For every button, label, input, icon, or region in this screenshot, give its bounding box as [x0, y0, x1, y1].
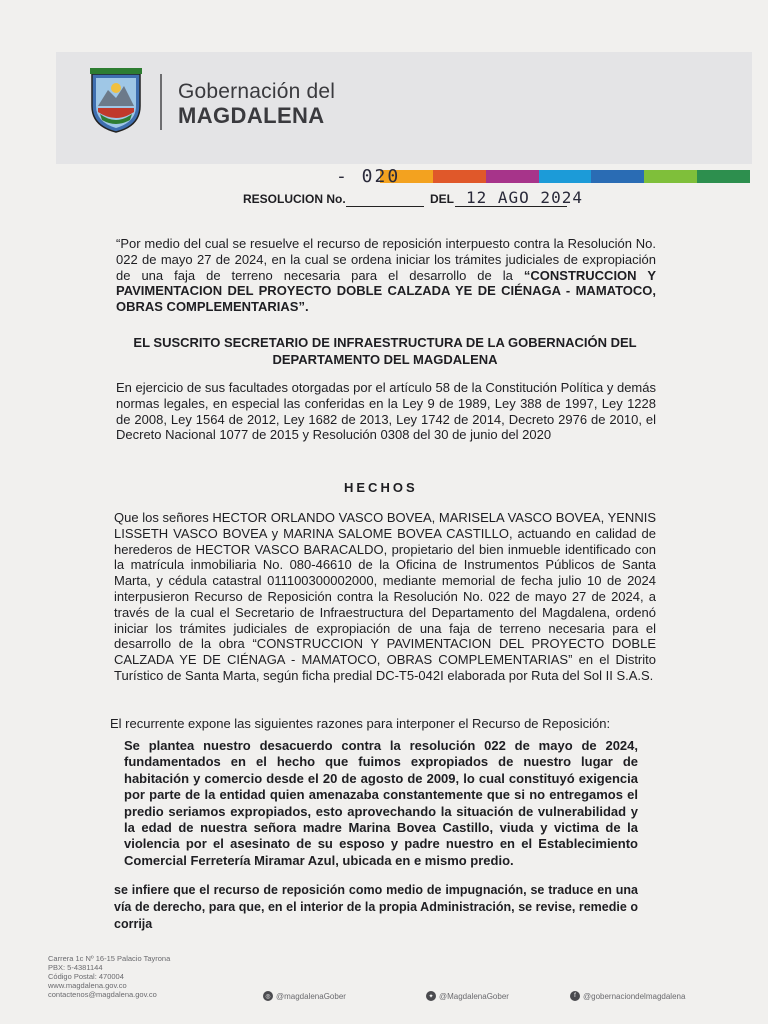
- subject-text: “Por medio del cual se resuelve el recurso de reposición interpuesto contra la Resolución No. 022 de mayo 27 de 2024, en la cual se ordena iniciar los trámites judiciales de expropiación de una faja de terreno necesaria para el desarrollo de la: [116, 236, 656, 283]
- color-bar-segment: [433, 170, 486, 183]
- footer-pbx: PBX: 5-4381144: [48, 963, 103, 972]
- color-bar-segment: [486, 170, 539, 183]
- facts-paragraph: Que los señores HECTOR ORLANDO VASCO BOVEA, MARISELA VASCO BOVEA, YENNIS LISSETH VASCO BOVEA y MARINA SALOME BOVEA CASTILLO, actuando en calidad de herederos de HECTOR VASCO BARACALDO, propietario del bien inmueble identificado con la matrícula inmobiliaria No. 080-46610 de la Oficina de Instrumentos Públicos de Santa Marta, y cédula catastral 011100300002000, mediante memorial de fecha julio 10 de 2024 interpusieron Recurso de Reposición contra la Resolución No. 022 de mayo 27 de 2024, a través de la cual el Secretario de Infraestructura del Departamento del Magdalena, ordenó iniciar los trámites judiciales de expropiación de una faja de terreno necesaria para el desarrollo de la obra “CONSTRUCCION Y PAVIMENTACION DEL PROYECTO DOBLE CALZADA YE DE CIÉNAGA - MAMATOCO, OBRAS COMPLEMENTARIAS” en el Distrito Turístico de Santa Marta, según ficha predial DC-T5-042I elaborada por Ruta del Sol II S.A.S.: [114, 510, 656, 683]
- color-bar-segment: [591, 170, 644, 183]
- legal-basis-paragraph: En ejercicio de sus facultades otorgadas por el artículo 58 de la Constitución Política y demás normas legales, en especial las conferidas en la Ley 9 de 1989, Ley 388 de 1997, Ley 1228 de 2008, Ley 1564 de 2012, Ley 1682 de 2013, Ley 1742 de 2014, Decreto 2976 de 2010, el Decreto Nacional 1077 de 2015 y Resolución 0308 del 30 de junio del 2020: [116, 380, 656, 443]
- government-name: Gobernación del: [178, 80, 336, 103]
- social-facebook: [570, 991, 685, 1001]
- resolution-label: RESOLUCION No.: [243, 192, 346, 206]
- footer-email: contactenos@magdalena.gov.co: [48, 990, 157, 999]
- footer-contact: [48, 954, 170, 999]
- appellant-intro: El recurrente expone las siguientes razones para interponer el Recurso de Reposición:: [110, 716, 611, 731]
- instagram-handle: @magdalenaGober: [276, 991, 346, 1001]
- color-bar-segment: [539, 170, 592, 183]
- magdalena-crest-logo: [86, 66, 146, 134]
- twitter-icon: ✦: [426, 991, 436, 1001]
- footer-address: Carrera 1c Nº 16-15 Palacio Tayrona: [48, 954, 171, 963]
- date-label: DEL: [430, 192, 454, 206]
- resolution-date-stamp: 12 AGO 2024: [466, 188, 583, 207]
- twitter-handle: @MagdalenaGober: [439, 991, 509, 1001]
- appeal-quote: Se plantea nuestro desacuerdo contra la resolución 022 de mayo de 2024, fundamentados en el hecho que fuimos expropiados de nuestro lugar de habitación y comercio desde el 20 de agosto de 2009, lo cual constituyó exigencia por parte de la entidad quien amenazaba constantemente que si no entregamos el predio seriamos expropiados, esto aprovechando la situación de vulnerabilidad y la edad de nuestra señora madre Marina Bovea Castillo, viuda y victima de la violencia por el asesinato de su esposo y padre nuestro en el Establecimiento Comercial Ferretería Miramar Azul, ubicada en e mismo predio.: [124, 738, 638, 868]
- hechos-heading: HECHOS: [344, 480, 418, 495]
- authority-title: EL SUSCRITO SECRETARIO DE INFRAESTRUCTURA DE LA GOBERNACIÓN DEL DEPARTAMENTO DEL MAGDALENA: [133, 335, 637, 367]
- resolution-number-stamp: - 020: [336, 166, 401, 187]
- facebook-icon: f: [570, 991, 580, 1001]
- instagram-icon: ◎: [263, 991, 273, 1001]
- inference-paragraph: se infiere que el recurso de reposición como medio de impugnación, se traduce en una vía de derecho, para que, en el interior de la propia Administración, se revise, remedie o corrija: [114, 883, 638, 931]
- social-twitter: [426, 991, 509, 1001]
- color-bar-segment: [697, 170, 750, 183]
- footer-postal: Código Postal: 470004: [48, 972, 124, 981]
- brand-color-bar: [380, 170, 750, 183]
- footer-web: www.magdalena.gov.co: [48, 981, 127, 990]
- subject-project-name: “CONSTRUCCION Y PAVIMENTACION DEL PROYECTO DOBLE CALZADA YE DE CIÉNAGA - MAMATOCO, OBRAS COMPLEMENTARIAS”.: [116, 267, 656, 315]
- color-bar-segment: [644, 170, 697, 183]
- department-name: MAGDALENA: [178, 103, 325, 128]
- facebook-handle: @gobernaciondelmagdalena: [583, 991, 686, 1001]
- social-instagram: [263, 991, 346, 1001]
- resolution-subject: [116, 236, 656, 315]
- header-separator: [160, 74, 162, 130]
- resolution-number-line: [346, 206, 424, 207]
